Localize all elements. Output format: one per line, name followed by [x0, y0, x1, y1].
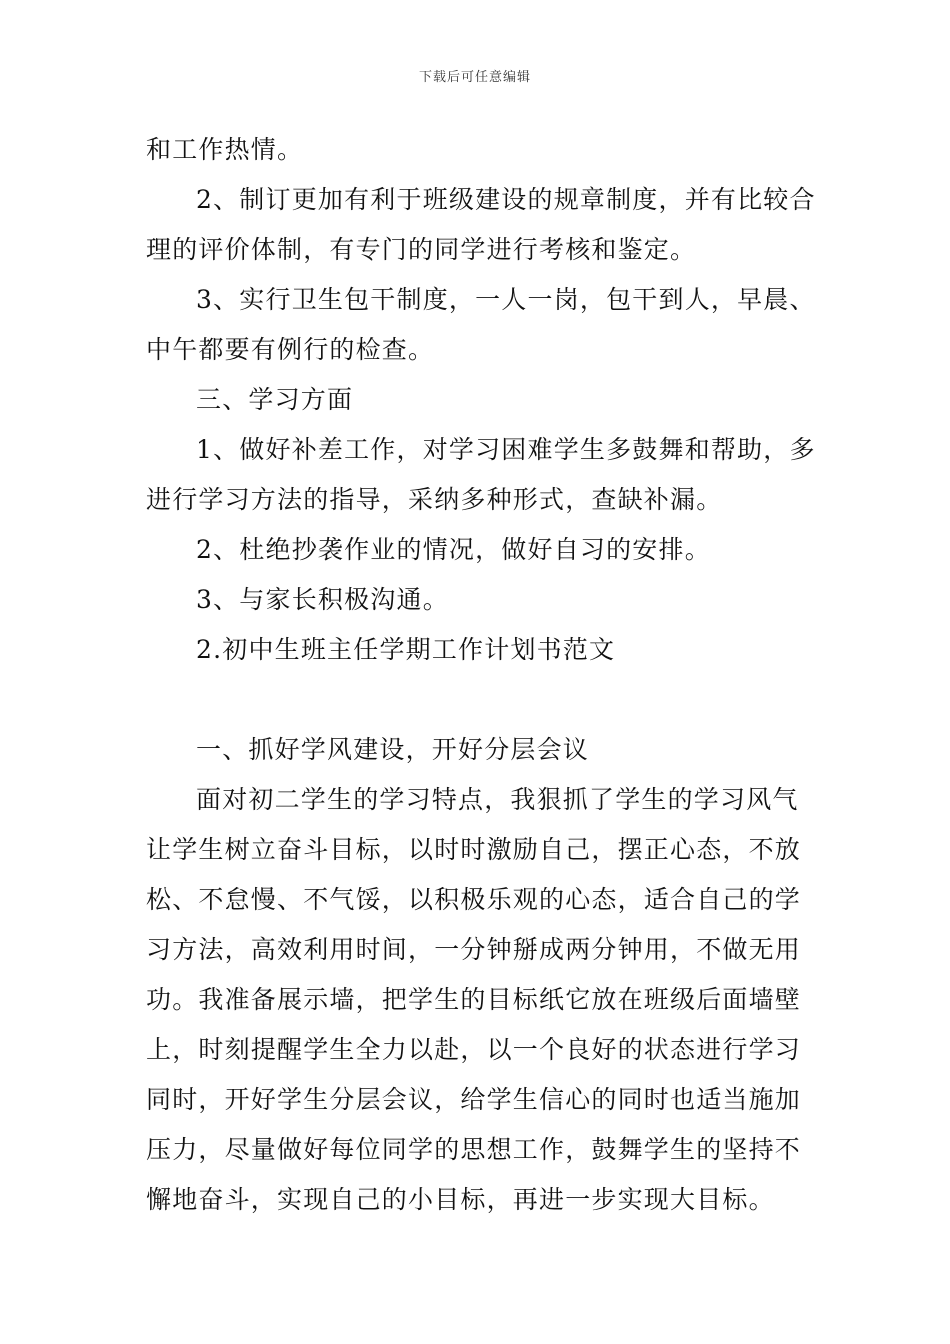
- text-line: 1、做好补差工作，对学习困难学生多鼓舞和帮助，多: [196, 435, 816, 464]
- text-line: 进行学习方法的指导，采纳多种形式，查缺补漏。: [146, 485, 723, 514]
- text-line: 压力，尽量做好每位同学的思想工作，鼓舞学生的坚持不: [146, 1135, 802, 1164]
- section-heading: 一、抓好学风建设，开好分层会议: [196, 735, 590, 764]
- text-line: 松、不怠慢、不气馁，以积极乐观的心态，适合自己的学: [146, 885, 802, 914]
- text-line: 上，时刻提醒学生全力以赴，以一个良好的状态进行学习: [146, 1035, 802, 1064]
- text-line: 3、实行卫生包干制度，一人一岗，包干到人，早晨、: [196, 285, 816, 314]
- text-line: 中午都要有例行的检查。: [146, 335, 435, 364]
- text-line: 2、制订更加有利于班级建设的规章制度，并有比较合: [196, 185, 816, 214]
- document-title: 2.初中生班主任学期工作计划书范文: [196, 635, 616, 664]
- text-line: 理的评价体制，有专门的同学进行考核和鉴定。: [146, 235, 697, 264]
- section-heading: 三、学习方面: [196, 385, 354, 414]
- text-line: 功。我准备展示墙，把学生的目标纸它放在班级后面墙壁: [146, 985, 802, 1014]
- text-line: 同时，开好学生分层会议，给学生信心的同时也适当施加: [146, 1085, 802, 1114]
- text-line: 懈地奋斗，实现自己的小目标，再进一步实现大目标。: [146, 1185, 775, 1214]
- page-header: 下载后可任意编辑: [418, 70, 531, 85]
- text-line: 2、杜绝抄袭作业的情况，做好自习的安排。: [196, 535, 711, 564]
- text-line: 让学生树立奋斗目标，以时时激励自己，摆正心态，不放: [146, 835, 802, 864]
- document-body: [146, 125, 816, 1225]
- text-line: 3、与家长积极沟通。: [196, 585, 449, 614]
- blank-line: [146, 675, 811, 725]
- text-line: 和工作热情。: [146, 135, 304, 164]
- text-line: 面对初二学生的学习特点，我狠抓了学生的学习风气: [196, 785, 799, 814]
- text-line: 习方法，高效利用时间，一分钟掰成两分钟用，不做无用: [146, 935, 802, 964]
